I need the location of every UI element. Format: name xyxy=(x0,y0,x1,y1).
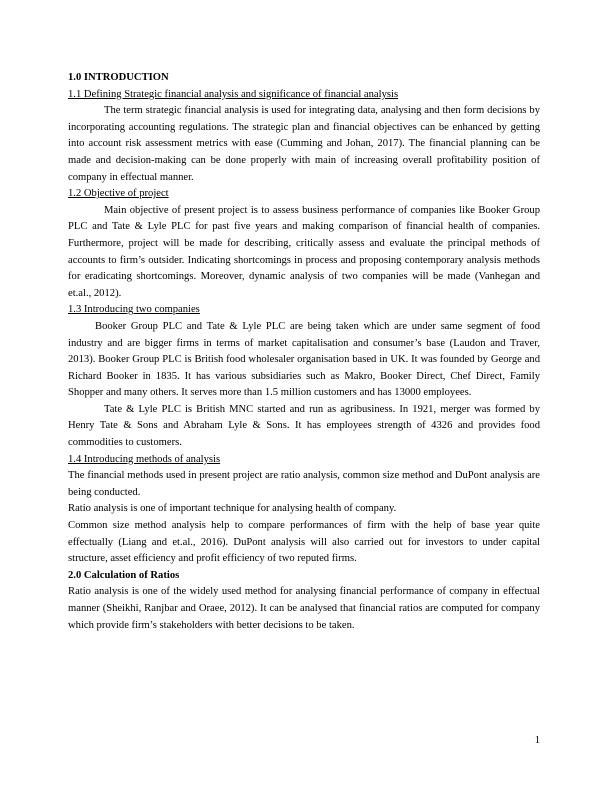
section-heading-1-2: 1.2 Objective of project xyxy=(68,188,169,200)
section-heading-1-1: 1.1 Defining Strategic financial analysis and significance of financial analysis xyxy=(68,88,399,100)
paragraph-1-4-c: Common size method analysis help to compare performances of firm with the help of base year quite effectually (Liang and et.al., 2016). DuPont analysis will also carried out for investors to under capital structure, asset efficiency and profit efficiency of two reputed firms. xyxy=(68,520,540,565)
paragraph-1-4-b: Ratio analysis is one of important technique for analysing health of company. xyxy=(68,503,397,515)
paragraph-2-0: Ratio analysis is one of the widely used method for analysing financial performance of company in effectual manner (Sheikhi, Ranjbar and Oraee, 2012). It can be analysed that financial ratios are computed for company which provide firm’s stakeholders with better decisions to be taken. xyxy=(68,586,540,631)
paragraph-1-2: Main objective of present project is to assess business performance of companies like Booker Group PLC and Tate & Lyle PLC for past five years and making comparison of financial health of companies. Furthermore, project will be made for describing, critically assess and evaluate the principal methods of accounts to firm’s outsider. Indicating shortcomings in process and proposing contemporary analysis methods for eradicating shortcomings. Moreover, dynamic analysis of two companies will be made (Vanhegan and et.al., 2012). xyxy=(68,204,540,299)
paragraph-1-3-a: Booker Group PLC and Tate & Lyle PLC are being taken which are under same segment of food industry and are bigger firms in terms of market capitalisation and consumer’s base (Laudon and Traver, 2013). Booker Group PLC is British food wholesaler organisation based in UK. It was founded by George and Richard Booker in 1835. It has various subsidiaries such as Makro, Booker Direct, Chef Direct, Family Shopper and many others. It serves more than 1.5 million customers and has 13000 employees. xyxy=(68,320,540,399)
page-number: 1 xyxy=(534,735,540,746)
section-heading-1-4: 1.4 Introducing methods of analysis xyxy=(68,453,221,465)
section-heading-1-3: 1.3 Introducing two companies xyxy=(68,304,200,316)
paragraph-1-1: The term strategic financial analysis is used for integrating data, analysing and then form decisions by incorporating accounting regulations. The strategic plan and financial objectives can be enhanced by getting into account risk assessment metrics with ease (Cumming and Johan, 2017). The financial planning can be made and decision-making can be done properly with main of increasing overall profitability position of company in effectual manner. xyxy=(68,105,540,183)
section-heading-1-0: 1.0 INTRODUCTION xyxy=(68,72,169,83)
section-heading-2-0: 2.0 Calculation of Ratios xyxy=(68,569,180,581)
paragraph-1-3-b: Tate & Lyle PLC is British MNC started and run as agribusiness. In 1921, merger was formed by Henry Tate & Sons and Abraham Lyle & Sons. It has employees strength of 4326 and provides food commodities to customers. xyxy=(68,403,540,449)
paragraph-1-4-a: The financial methods used in present project are ratio analysis, common size method and DuPont analysis are being conducted. xyxy=(68,470,540,498)
